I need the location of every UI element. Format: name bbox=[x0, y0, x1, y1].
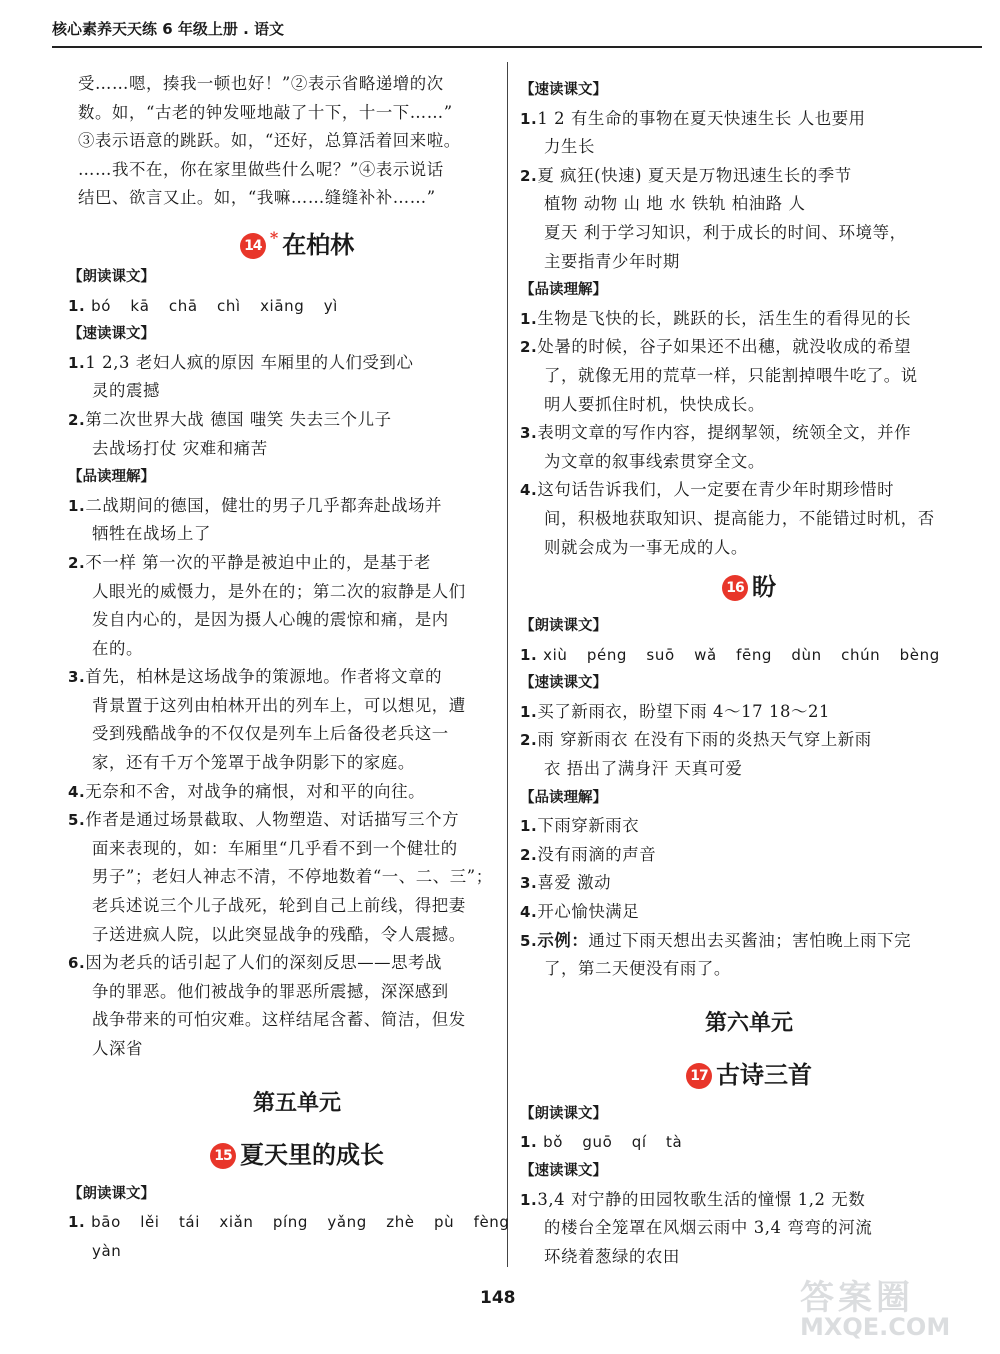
item-number: 1. bbox=[68, 353, 86, 372]
item-number: 1. bbox=[520, 109, 538, 128]
right-column bbox=[520, 76, 968, 1271]
item-number: 3. bbox=[68, 668, 86, 687]
item-number: 1. bbox=[68, 496, 86, 515]
section-heading-speed-read: 【速读课文】 bbox=[520, 82, 607, 98]
answer-text: 雨 穿新雨衣 在没有下雨的炎热天气穿上新雨 bbox=[537, 730, 872, 750]
answer-item bbox=[68, 1208, 516, 1237]
answer-text: 不一样 第一次的平静是被迫中止的，是基于老 bbox=[85, 552, 431, 572]
answer-line: 夏天 利于学习知识，利于成长的时间、环境等， bbox=[544, 222, 907, 242]
answer-item bbox=[520, 476, 968, 505]
answer-line: 为文章的叙事线索贯穿全文。 bbox=[544, 451, 765, 471]
unit-5-heading: 第五单元 bbox=[252, 1090, 341, 1116]
answer-item bbox=[520, 898, 968, 927]
answer-text: 生物是飞快的长，跳跃的长，活生生的看得见的长 bbox=[537, 308, 912, 328]
answer-item bbox=[68, 663, 516, 692]
answer-item bbox=[68, 492, 516, 521]
intro-line: ③表示语意的跳跃。如，“还好，总算活着回来啦。 bbox=[78, 131, 461, 151]
answer-line: 植物 动物 山 地 水 铁轨 柏油路 人 bbox=[544, 194, 806, 214]
answer-line: 明人要抓住时机，快快成长。 bbox=[544, 394, 765, 414]
answer-text: 作者是通过场景截取、人物塑造、对话描写三个方 bbox=[85, 810, 460, 830]
item-number: 3. bbox=[520, 424, 538, 443]
intro-line: 受……嗯，揍我一顿也好！”②表示省略递增的次 bbox=[78, 74, 444, 93]
answer-line: 去战场打仗 灾难和痛苦 bbox=[92, 438, 268, 458]
answer-item bbox=[520, 698, 968, 727]
pinyin-text: bǒ guō qí tà bbox=[543, 1133, 683, 1152]
page-header: 核心素养天天练 6 年级上册 . 语文 bbox=[52, 18, 982, 44]
answer-item bbox=[520, 869, 968, 898]
lesson-title-text: 夏天里的成长 bbox=[240, 1139, 384, 1169]
section-heading-read-aloud: 【朗读课文】 bbox=[68, 1185, 155, 1202]
answer-item bbox=[520, 162, 968, 191]
lesson-title-text: 古诗三首 bbox=[716, 1059, 812, 1089]
answer-item bbox=[520, 726, 968, 755]
answer-line: 灵的震撼 bbox=[92, 381, 160, 401]
item-number: 1. bbox=[520, 817, 538, 836]
item-number: 1. bbox=[520, 1133, 538, 1152]
answer-line: 主要指青少年时期 bbox=[544, 251, 680, 271]
answer-line: 背景置于这列由柏林开出的列车上，可以想见，遭 bbox=[92, 695, 466, 715]
answer-text: 1 2,3 老妇人疯的原因 车厢里的人们受到心 bbox=[85, 352, 414, 372]
answer-text: 无奈和不舍，对战争的痛恨，对和平的向往。 bbox=[85, 781, 426, 801]
answer-text: 表明文章的写作内容，提纲挈领，统领全文，并作 bbox=[537, 423, 912, 443]
answer-text: 第二次世界大战 德国 嗤笑 失去三个儿子 bbox=[85, 409, 392, 429]
answer-text: 下雨穿新雨衣 bbox=[537, 816, 640, 836]
answer-item bbox=[68, 292, 516, 321]
answer-text: 买了新雨衣，盼望下雨 4～17 18～21 bbox=[537, 701, 831, 721]
item-number: 2. bbox=[68, 553, 86, 572]
item-number: 1. bbox=[520, 1190, 538, 1209]
answer-line: 的楼台全笼罩在风烟云雨中 3,4 弯弯的河流 bbox=[544, 1218, 873, 1238]
section-heading-speed-read: 【速读课文】 bbox=[68, 326, 155, 343]
lesson-17-title bbox=[530, 1052, 968, 1098]
item-number: 6. bbox=[68, 954, 86, 973]
item-number: 1. bbox=[68, 1213, 86, 1232]
answer-line: 衣 捂出了满身汗 天真可爱 bbox=[544, 759, 743, 779]
item-number: 1. bbox=[520, 645, 538, 664]
section-heading-speed-read: 【速读课文】 bbox=[520, 1163, 607, 1179]
item-number: 2. bbox=[520, 338, 538, 357]
lesson-number-badge: 14 bbox=[240, 233, 266, 259]
watermark-url: MXQE.COM bbox=[800, 1313, 951, 1341]
answer-text: 没有雨滴的声音 bbox=[537, 844, 657, 864]
section-heading-understand: 【品读理解】 bbox=[520, 282, 607, 299]
answer-item bbox=[68, 549, 516, 578]
pinyin-text: bāo lěi tái xiǎn píng yǎng zhè pù fèng bbox=[91, 1213, 510, 1232]
section-heading-understand: 【品读理解】 bbox=[520, 789, 607, 806]
answer-text: 处暑的时候，谷子如果还不出穗，就没收成的希望 bbox=[537, 337, 912, 357]
watermark-text: 答案圈 bbox=[800, 1278, 914, 1318]
item-number: 4. bbox=[68, 782, 86, 801]
intro-line: ……我不在，你在家里做些什么呢？”④表示说话 bbox=[78, 159, 444, 179]
pinyin-text: xiù péng suō wǎ fēng dùn chún bèng bbox=[543, 645, 940, 664]
pinyin-text: bó kā chā chì xiāng yì bbox=[91, 296, 338, 315]
item-number: 1. bbox=[68, 296, 86, 315]
section-heading-read-aloud: 【朗读课文】 bbox=[68, 268, 155, 285]
answer-item bbox=[68, 806, 516, 835]
answer-line: 环绕着葱绿的农田 bbox=[544, 1246, 680, 1266]
answer-item bbox=[68, 406, 516, 435]
answer-line: 人眼光的威慑力，是外在的；第二次的寂静是人们 bbox=[92, 581, 466, 601]
answer-line: 人深省 bbox=[92, 1039, 143, 1058]
answer-line: 争的罪恶。他们被战争的罪恶所震撼，深深感到 bbox=[92, 981, 449, 1001]
section-heading-read-aloud: 【朗读课文】 bbox=[520, 1105, 607, 1122]
pinyin-line: yàn bbox=[92, 1241, 122, 1260]
answer-line: 力生长 bbox=[544, 137, 595, 157]
answer-text: 夏 疯狂(快速) 夏天是万物迅速生长的季节 bbox=[537, 165, 852, 185]
item-number: 1. bbox=[520, 309, 538, 328]
item-number: 3. bbox=[520, 874, 538, 893]
answer-item bbox=[520, 841, 968, 870]
answer-item bbox=[520, 105, 968, 134]
unit-6-heading: 第六单元 bbox=[704, 1010, 793, 1036]
lesson-15-title bbox=[78, 1132, 516, 1178]
answer-item bbox=[520, 305, 968, 334]
answer-line: 面来表现的，如：车厢里“几乎看不到一个健壮的 bbox=[92, 838, 458, 858]
item-number: 2. bbox=[520, 166, 538, 185]
answer-item bbox=[520, 927, 968, 956]
answer-line: 男子”；老妇人神志不清，不停地数着“一、二、三”； bbox=[92, 867, 493, 887]
lesson-title-text: 盼 bbox=[752, 572, 776, 602]
answer-item bbox=[520, 1186, 968, 1215]
answer-item bbox=[520, 419, 968, 448]
answer-text: 这句话告诉我们，人一定要在青少年时期珍惜时 bbox=[537, 480, 895, 500]
item-number: 5. bbox=[68, 811, 86, 830]
answer-text: 首先，柏林是这场战争的策源地。作者将文章的 bbox=[85, 667, 443, 687]
lesson-number-badge: 16 bbox=[722, 575, 748, 601]
item-number: 4. bbox=[520, 481, 538, 500]
answer-item bbox=[520, 641, 968, 670]
lesson-number-badge: 15 bbox=[210, 1143, 236, 1169]
answer-line: 战争带来的可怕灾难。这样结尾含蓄、简洁，但发 bbox=[92, 1010, 466, 1030]
item-number: 5. bbox=[520, 931, 538, 950]
answer-line: 发自内心的，是因为摄人心魄的震惊和痛，是内 bbox=[92, 610, 449, 630]
answer-item bbox=[68, 349, 516, 378]
answer-line: 在的。 bbox=[92, 638, 143, 658]
answer-item bbox=[520, 1128, 968, 1157]
lesson-number-badge: 17 bbox=[686, 1063, 712, 1089]
answer-text: 喜爱 激动 bbox=[537, 873, 612, 893]
page-number: 148 bbox=[480, 1288, 516, 1308]
watermark-logo bbox=[800, 1270, 990, 1354]
answer-item bbox=[520, 812, 968, 841]
answer-line: 了，第二天便没有雨了。 bbox=[544, 959, 731, 979]
answer-text: 3,4 对宁静的田园牧歌生活的憧憬 1,2 无数 bbox=[537, 1189, 866, 1209]
answer-item bbox=[68, 778, 516, 807]
answer-text: 通过下雨天想出去买酱油；害怕晚上雨下完 bbox=[588, 930, 912, 950]
answer-line: 老兵述说三个儿子战死，轮到自己上前线，得把妻 bbox=[92, 896, 466, 916]
item-number: 4. bbox=[520, 903, 538, 922]
lesson-14-title bbox=[78, 215, 516, 261]
section-heading-speed-read: 【速读课文】 bbox=[520, 675, 607, 692]
lesson-title-text: 在柏林 bbox=[282, 229, 355, 259]
item-number: 2. bbox=[520, 845, 538, 864]
intro-line: 结巴、欲言又止。如，“我嘛……缝缝补补……” bbox=[78, 188, 436, 208]
answer-line: 家，还有千万个笼罩于战争阴影下的家庭。 bbox=[92, 753, 415, 773]
answer-text: 1 2 有生命的事物在夏天快速生长 人也要用 bbox=[537, 108, 866, 128]
answer-text: 因为老兵的话引起了人们的深刻反思——思考战 bbox=[85, 953, 443, 973]
item-number: 2. bbox=[68, 410, 86, 429]
answer-item bbox=[68, 949, 516, 978]
answer-line: 子送进疯人院，以此突显战争的残酷，令人震撼。 bbox=[92, 924, 466, 944]
answer-line: 牺牲在战场上了 bbox=[92, 524, 211, 544]
answer-text: 开心愉快满足 bbox=[537, 902, 640, 922]
answer-item bbox=[520, 333, 968, 362]
item-number: 2. bbox=[520, 731, 538, 750]
answer-line: 间，积极地获取知识、提高能力，不能错过时机，否 bbox=[544, 508, 935, 528]
answer-text: 二战期间的德国，健壮的男子几乎都奔赴战场并 bbox=[85, 495, 443, 515]
section-heading-understand: 【品读理解】 bbox=[68, 469, 155, 486]
lesson-16-title bbox=[530, 564, 968, 610]
item-number: 1. bbox=[520, 702, 538, 721]
star-mark: * bbox=[269, 227, 279, 247]
answer-line: 受到残酷战争的不仅仅是列车上后备役老兵这一 bbox=[92, 724, 449, 744]
answer-line: 则就会成为一事无成的人。 bbox=[544, 537, 748, 557]
left-column bbox=[68, 70, 516, 1265]
section-heading-read-aloud: 【朗读课文】 bbox=[520, 618, 607, 635]
intro-line: 数。如，“古老的钟发哑地敲了十下，十一下……” bbox=[78, 102, 453, 122]
answer-line: 了，就像无用的荒草一样，只能割掉喂牛吃了。说 bbox=[544, 365, 918, 385]
example-prefix: 示例： bbox=[537, 930, 589, 950]
